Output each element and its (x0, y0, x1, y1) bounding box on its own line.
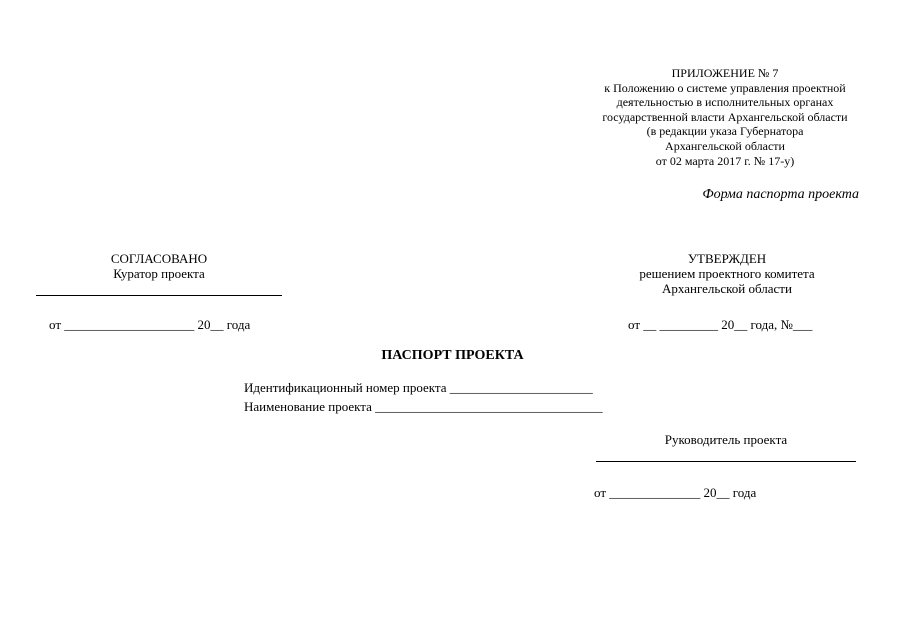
agreed-subtitle: Куратор проекта (113, 266, 205, 281)
project-name-field: Наименование проекта ___________________________________ (244, 399, 603, 414)
appendix-line: (в редакции указа Губернатора (646, 124, 804, 139)
appendix-line: государственной власти Архангельской области (602, 109, 848, 124)
appendix-line: деятельностью в исполнительных органах (616, 95, 834, 110)
project-lead-date: от ______________ 20__ года (594, 485, 757, 500)
approved-date: от __ _________ 20__ года, №___ (628, 317, 813, 332)
appendix-line: к Положению о системе управления проектной (604, 80, 846, 95)
project-id-field: Идентификационный номер проекта ______________________ (244, 380, 593, 395)
project-lead-signature-line (596, 461, 856, 462)
approved-title: УТВЕРЖДЕН (687, 251, 767, 266)
appendix-line: от 02 марта 2017 г. № 17-у) (655, 153, 795, 168)
project-lead-label: Руководитель проекта (664, 432, 788, 447)
approved-block (600, 251, 854, 296)
agreed-date: от ____________________ 20__ года (49, 317, 251, 332)
agreed-title: СОГЛАСОВАНО (110, 251, 208, 266)
document-title: ПАСПОРТ ПРОЕКТА (381, 348, 524, 363)
appendix-number: ПРИЛОЖЕНИЕ № 7 (671, 66, 779, 80)
appendix-header (585, 66, 865, 168)
appendix-line: Архангельской области (665, 138, 785, 153)
form-name: Форма паспорта проекта (702, 187, 859, 202)
approved-line: решением проектного комитета (639, 266, 815, 281)
approved-line: Архангельской области (662, 281, 792, 296)
curator-signature-line (36, 295, 282, 296)
agreed-block (36, 251, 282, 281)
